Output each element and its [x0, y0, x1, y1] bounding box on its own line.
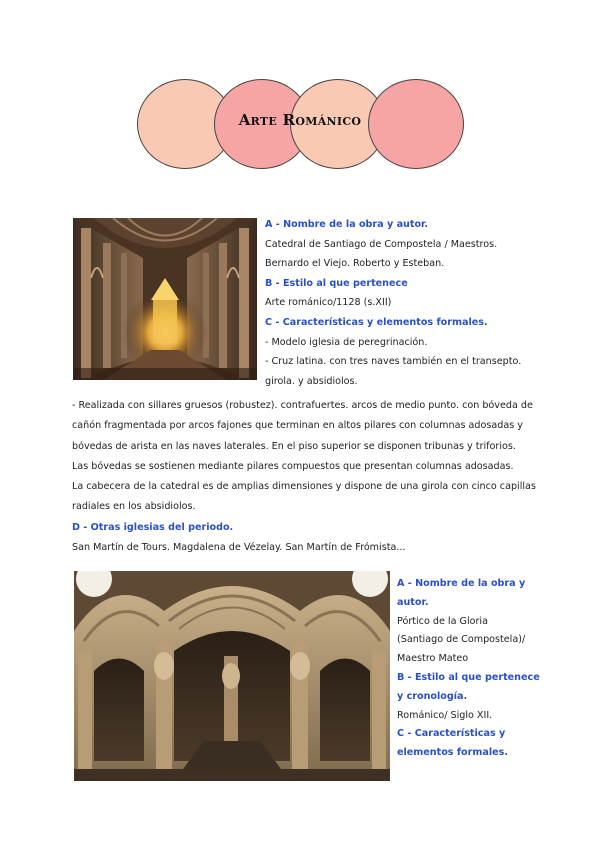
section2-right-text: [397, 575, 540, 763]
section2-c-heading-2: elementos formales.: [397, 747, 508, 759]
section2-a-heading-1: A - Nombre de la obra y: [397, 578, 526, 589]
section2-b-heading-1: B - Estilo al que pertenece: [397, 671, 540, 683]
cathedral-nave-photo: [73, 218, 257, 380]
section2-a-line1: Pórtico de la Gloria: [397, 615, 488, 627]
page-title: Arte Románico: [238, 111, 362, 129]
section2-c-heading-1: C - Características y: [397, 728, 506, 740]
section1-d-line: San Martín de Tours. Magdalena de Vézelay. San Martín de Frómista...: [72, 542, 406, 554]
section2-b-heading-2: y cronología.: [397, 690, 468, 702]
title-banner: [0, 0, 600, 180]
section1-body: [72, 396, 536, 558]
section2-a-line2: (Santiago de Compostela)/: [397, 634, 526, 646]
section1-c-line2: - Cruz latina. con tres naves también en el transepto.: [265, 356, 522, 368]
section1-b-heading: B - Estilo al que pertenece: [265, 277, 408, 289]
section1-d-heading: D - Otras iglesias del periodo.: [72, 521, 234, 533]
section1-b-line: Arte románico/1128 (s.XII): [265, 297, 392, 309]
section1-c-line3: girola. y absidiolos.: [265, 375, 358, 387]
section1-a-heading: A - Nombre de la obra y autor.: [265, 219, 429, 230]
portico-gloria-photo: [74, 571, 390, 781]
body-line: cañón fragmentada por arcos fajones que terminan en altos pilares con columnas adosadas y: [72, 420, 523, 432]
body-line: bóvedas de arista en las naves laterales. En el piso superior se disponen tribunas y triforios.: [72, 440, 516, 452]
body-line: Las bóvedas se sostienen mediante pilares compuestos que presentan columnas adosadas.: [72, 460, 514, 472]
section1-c-line1: - Modelo iglesia de peregrinación.: [265, 336, 428, 348]
section2-a-line3: Maestro Mateo: [397, 653, 469, 665]
section1-a-line2: Bernardo el Viejo. Roberto y Esteban.: [265, 258, 445, 270]
section1-c-heading: C - Características y elementos formales.: [265, 316, 488, 328]
body-line: La cabecera de la catedral es de amplias dimensiones y dispone de una girola con cinco capillas: [72, 481, 536, 493]
body-line: - Realizada con sillares gruesos (robustez). contrafuertes. arcos de medio punto. con bóveda de: [72, 400, 533, 411]
section2-b-line: Románico/ Siglo XII.: [397, 709, 493, 721]
body-line: radiales en los absidiolos.: [72, 501, 196, 513]
section1-a-line1: Catedral de Santiago de Compostela / Maestros.: [265, 238, 498, 250]
section1-right-text: [265, 215, 545, 391]
section2-a-heading-2: autor.: [397, 596, 429, 608]
